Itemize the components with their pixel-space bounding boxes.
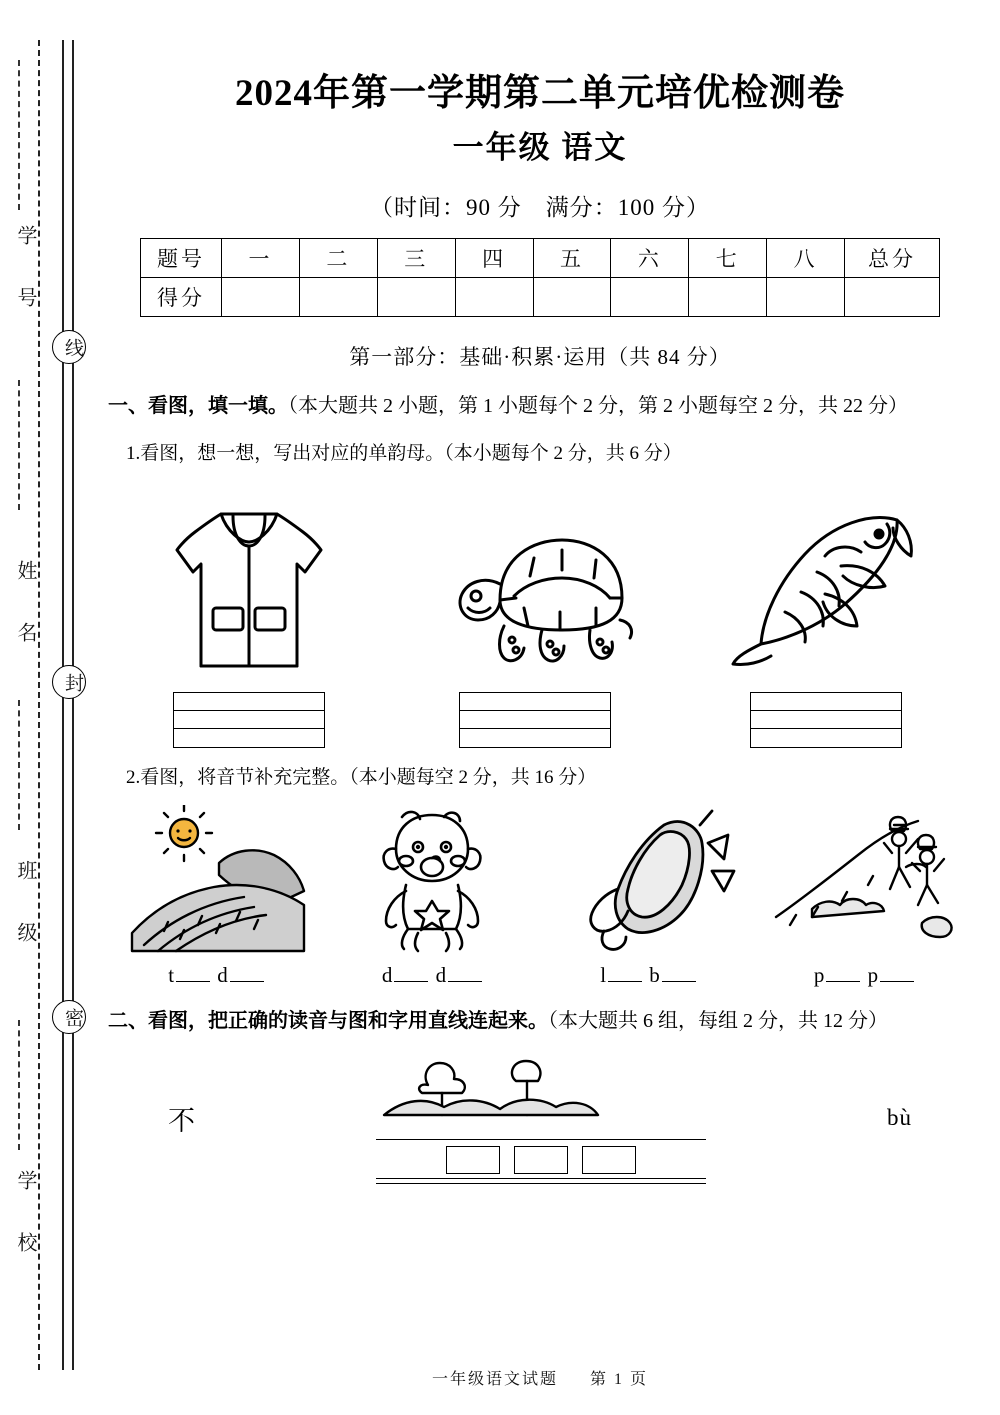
picture-cell-climbing — [772, 805, 957, 955]
score-col-5: 五 — [533, 239, 611, 278]
answer-box-coat[interactable] — [173, 692, 325, 748]
pinyin-initial-3b: b — [649, 962, 662, 987]
margin-label-class: 班 级 — [14, 860, 36, 952]
answer-box[interactable] — [446, 1146, 500, 1174]
score-cell[interactable] — [611, 278, 689, 317]
margin-dash-segment — [18, 380, 20, 510]
field-sun-icon — [124, 805, 309, 955]
question-1-picture-row-2 — [108, 805, 972, 955]
margin-dash-segment — [18, 700, 20, 830]
match-pinyin[interactable]: bù — [887, 1105, 912, 1131]
question-1-sub2: 2.看图，将音节补充完整。（本小题每空 2 分，共 16 分） — [126, 767, 597, 789]
score-cell[interactable] — [455, 278, 533, 317]
part-one-heading: 第一部分：基础·积累·运用（共 84 分） — [349, 345, 731, 369]
seal-solid-line-outer — [62, 40, 64, 1370]
time-and-score-note: （时间：90 分 满分：100 分） — [370, 195, 710, 220]
seal-char-feng: 封 — [52, 665, 86, 699]
seal-char-mi: 密 — [52, 1000, 86, 1034]
page-title: 2024年第一学期第二单元培优检测卷 — [235, 73, 845, 114]
score-table — [140, 238, 940, 317]
score-col-6: 六 — [611, 239, 689, 278]
pinyin-initial-4a: p — [813, 962, 827, 987]
score-col-1: 一 — [222, 239, 300, 278]
turtle-icon — [430, 480, 640, 680]
match-answer-boxes — [376, 1146, 706, 1174]
margin-dash-segment — [18, 1020, 20, 1150]
question-2-title-rest: （本大题共 6 组，每组 2 分，共 12 分） — [548, 1009, 888, 1032]
margin-label-student-id: 学 号 — [14, 225, 36, 317]
question-1 — [100, 389, 980, 988]
climbing-kids-icon — [772, 805, 957, 955]
blank-line[interactable] — [394, 981, 428, 982]
pinyin-blank-3[interactable] — [548, 963, 748, 988]
score-table-wrapper — [140, 238, 940, 317]
picture-cell-megaphone — [556, 805, 741, 955]
picture-cell-turtle — [430, 480, 640, 748]
blank-line[interactable] — [230, 981, 264, 982]
question-1-picture-row-1 — [108, 480, 972, 748]
score-cell[interactable] — [767, 278, 845, 317]
question-1-pinyin-blanks — [108, 963, 972, 988]
question-2-match-row — [108, 1053, 972, 1184]
bush-trees-icon — [376, 1053, 606, 1133]
binding-margin — [0, 0, 100, 1415]
megaphone-icon — [556, 805, 741, 955]
table-row — [141, 278, 940, 317]
table-row — [141, 239, 940, 278]
answer-box-turtle[interactable] — [459, 692, 611, 748]
match-underline-bottom-1 — [376, 1178, 706, 1179]
score-col-2: 二 — [299, 239, 377, 278]
blank-line[interactable] — [826, 981, 860, 982]
answer-box[interactable] — [514, 1146, 568, 1174]
pinyin-blank-4[interactable] — [764, 963, 964, 988]
margin-label-school: 学 校 — [14, 1170, 36, 1262]
match-character[interactable]: 不 — [168, 1105, 195, 1136]
score-col-3: 三 — [377, 239, 455, 278]
blank-line[interactable] — [448, 981, 482, 982]
score-cell[interactable] — [533, 278, 611, 317]
picture-cell-coat — [149, 480, 349, 748]
baby-icon — [340, 805, 525, 955]
picture-cell-baby — [340, 805, 525, 955]
coat-icon — [149, 480, 349, 680]
pinyin-blank-2[interactable] — [332, 963, 532, 988]
pinyin-initial-1a: t — [168, 962, 177, 987]
match-underline-top — [376, 1139, 706, 1140]
pinyin-initial-3a: l — [600, 962, 609, 987]
score-col-7: 七 — [689, 239, 767, 278]
score-cell[interactable] — [377, 278, 455, 317]
question-2-title-bold: 二、看图，把正确的读音与图和字用直线连起来。 — [108, 1009, 548, 1032]
footer-page-number: 第 1 页 — [590, 1371, 649, 1388]
fish-icon — [721, 480, 931, 680]
score-table-row-label: 得分 — [141, 278, 222, 317]
score-col-4: 四 — [455, 239, 533, 278]
question-1-title — [108, 389, 972, 424]
picture-cell-field — [124, 805, 309, 955]
answer-box[interactable] — [582, 1146, 636, 1174]
answer-box-fish[interactable] — [750, 692, 902, 748]
score-cell-total[interactable] — [845, 278, 940, 317]
question-1-title-bold: 一、看图，填一填。 — [108, 395, 288, 417]
score-col-8: 八 — [767, 239, 845, 278]
pinyin-initial-2b: d — [435, 962, 449, 987]
blank-line[interactable] — [880, 981, 914, 982]
page-footer — [100, 1366, 980, 1389]
match-picture-group — [376, 1053, 706, 1184]
score-table-row-label: 题号 — [141, 239, 222, 278]
pinyin-initial-2a: d — [381, 962, 395, 987]
picture-cell-fish — [721, 480, 931, 748]
question-2 — [100, 1004, 980, 1184]
score-cell[interactable] — [299, 278, 377, 317]
margin-dash-segment — [18, 60, 20, 210]
exam-paper — [100, 0, 980, 1415]
footer-title: 一年级语文试题 — [431, 1371, 558, 1388]
pinyin-initial-1b: d — [217, 962, 230, 987]
pinyin-initial-4b: p — [867, 962, 881, 987]
seal-solid-line-inner — [72, 40, 74, 1370]
match-underline-bottom-2 — [376, 1183, 706, 1184]
seal-char-xian: 线 — [52, 330, 86, 364]
page-subtitle: 一年级 语文 — [452, 130, 628, 165]
score-col-total: 总分 — [845, 239, 940, 278]
score-cell[interactable] — [689, 278, 767, 317]
question-1-title-rest: （本大题共 2 小题，第 1 小题每个 2 分，第 2 小题每空 2 分，共 22 分） — [288, 395, 908, 417]
margin-label-name: 姓 名 — [14, 560, 36, 652]
pinyin-blank-1[interactable] — [116, 963, 316, 988]
blank-line[interactable] — [608, 981, 642, 982]
score-cell[interactable] — [222, 278, 300, 317]
blank-line[interactable] — [662, 981, 696, 982]
blank-line[interactable] — [176, 981, 210, 982]
question-2-title — [108, 1004, 972, 1039]
question-1-sub1: 1.看图，想一想，写出对应的单韵母。（本小题每个 2 分，共 6 分） — [126, 443, 682, 464]
